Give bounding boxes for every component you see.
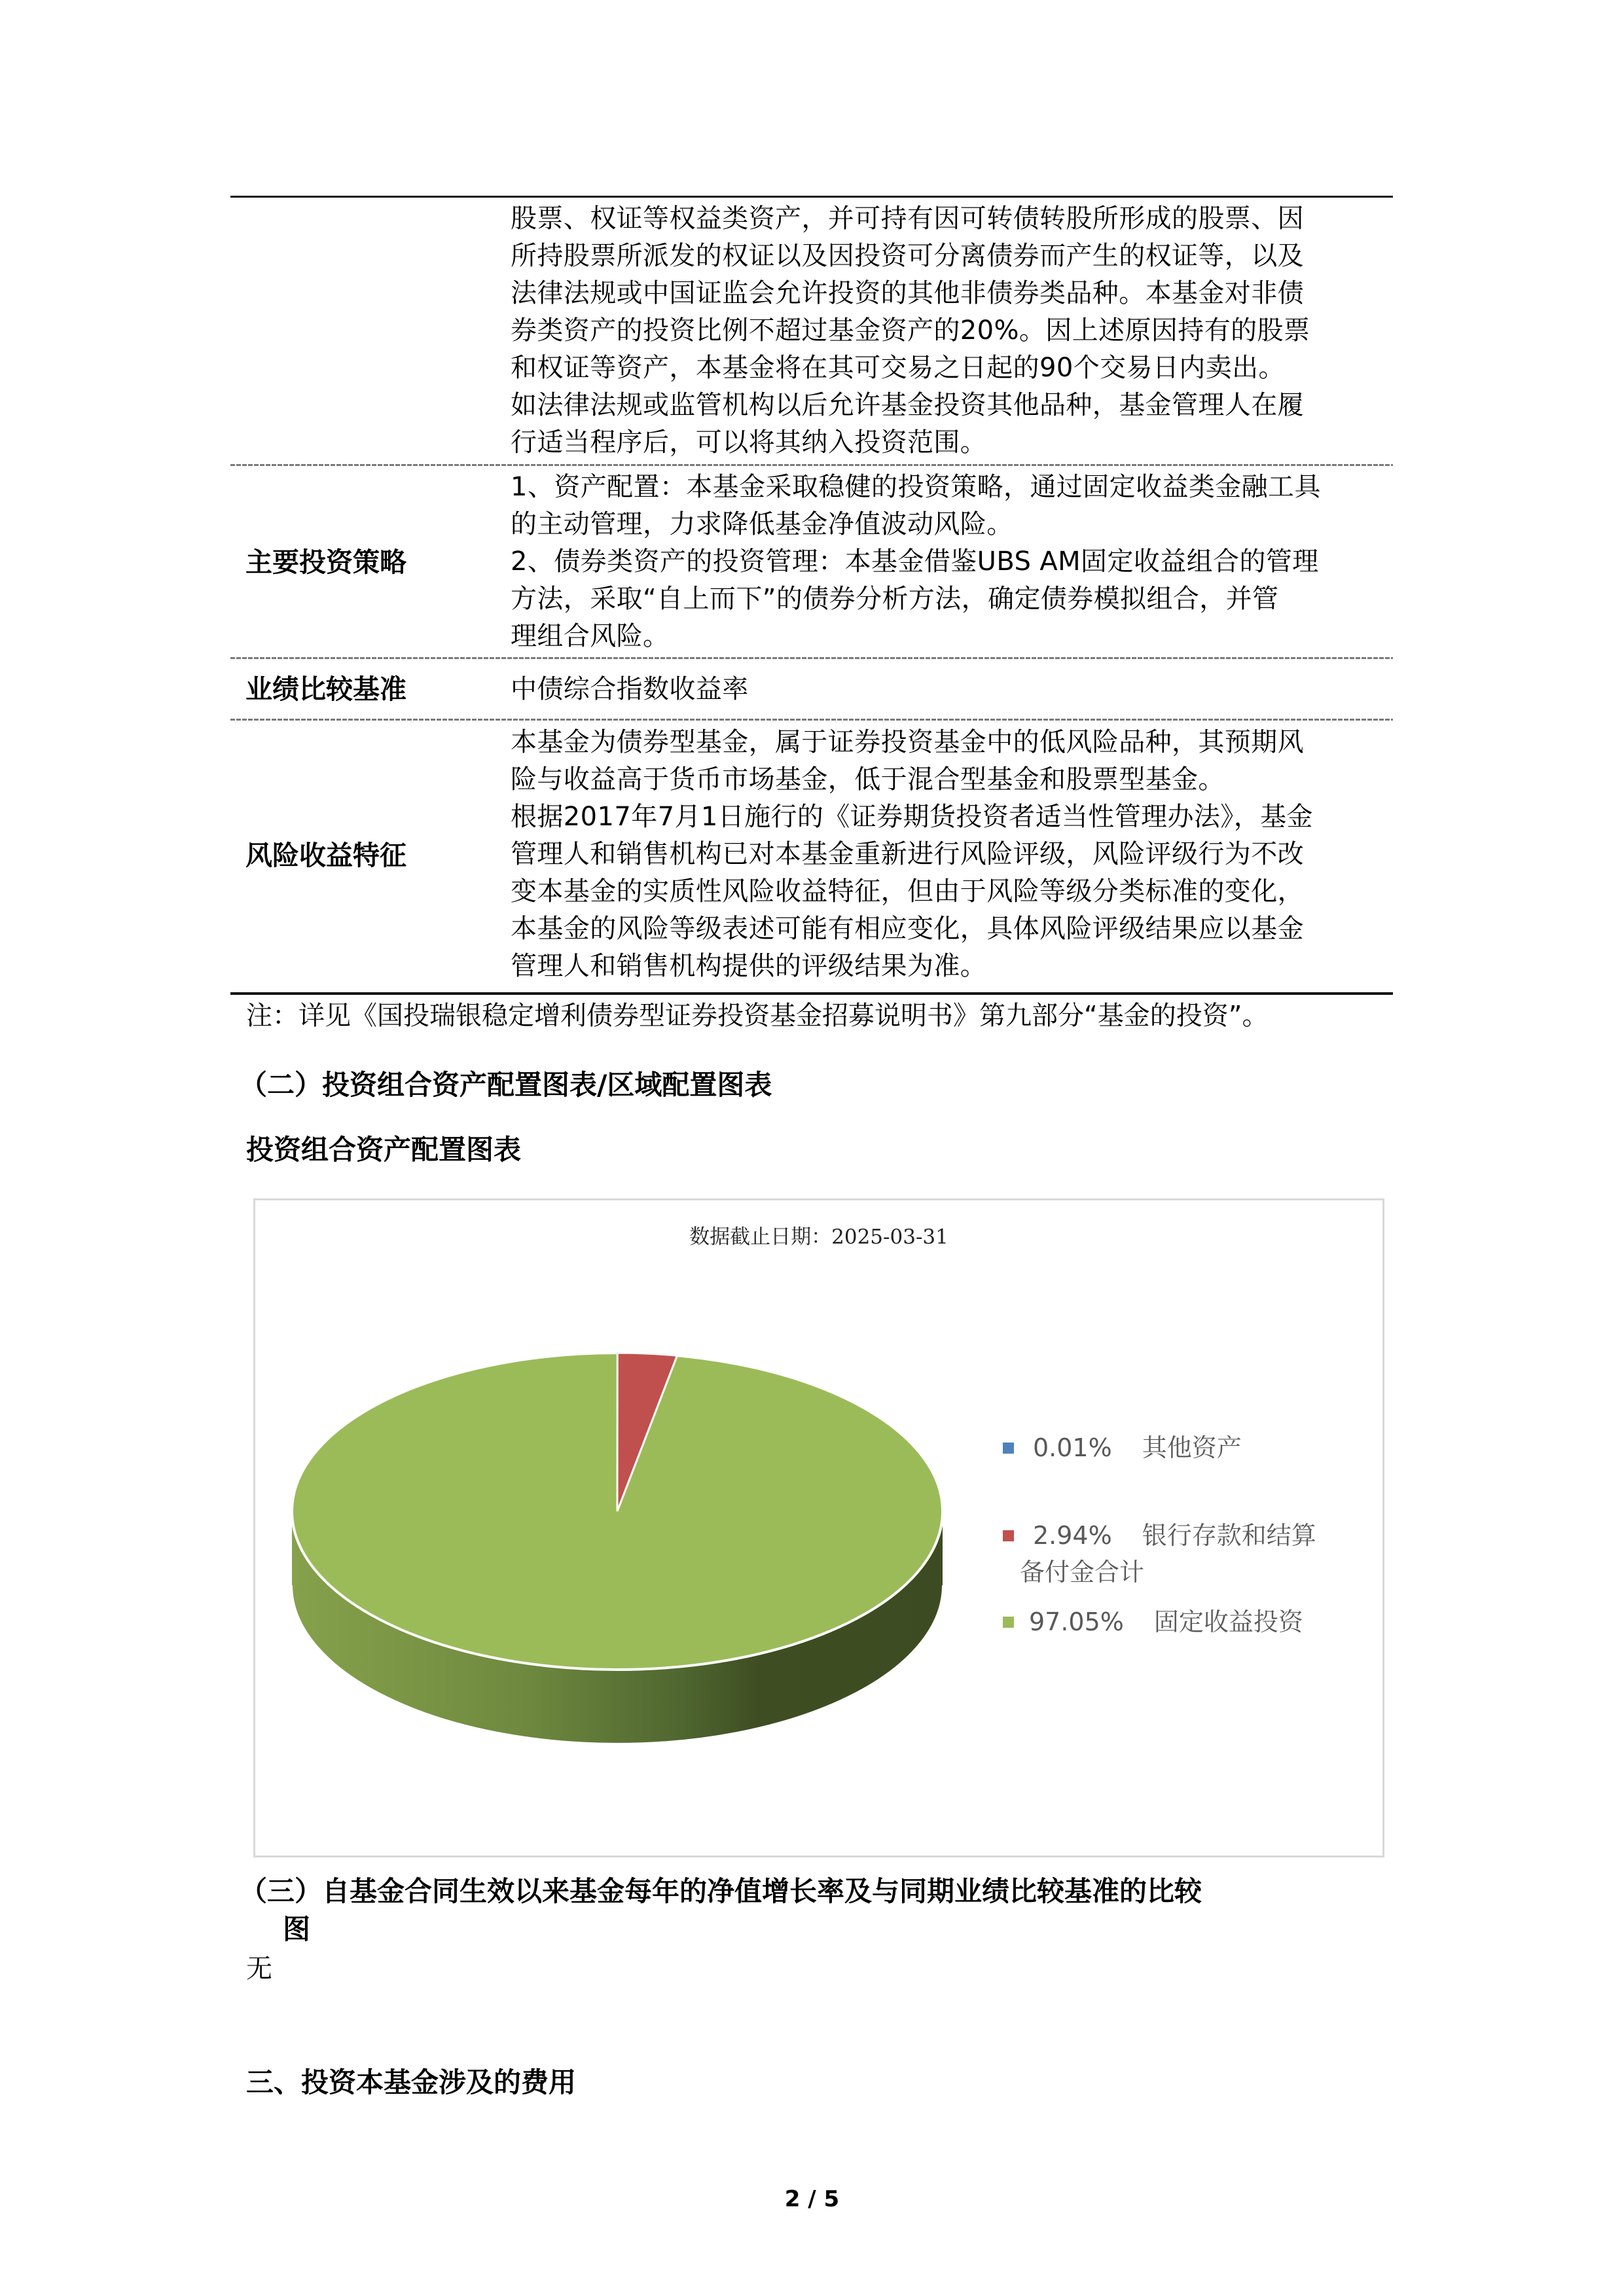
page-number: 2 / 5 bbox=[784, 2186, 840, 2212]
legend-marker-blue bbox=[1003, 1443, 1014, 1454]
text-line: 和权证等资产，本基金将在其可交易之日起的90个交易日内卖出。 bbox=[511, 353, 1285, 383]
text-line: 管理人和销售机构已对本基金重新进行风险评级，风险评级行为不改 bbox=[511, 839, 1304, 869]
text-line: 法律法规或中国证监会允许投资的其他非债券类品种。本基金对非债 bbox=[511, 278, 1304, 308]
legend-percent: 2.94% bbox=[1033, 1521, 1112, 1550]
table-label-investment-strategy: 主要投资策略 bbox=[245, 547, 406, 578]
legend-item-other-assets bbox=[1003, 1429, 1369, 1466]
table-label-risk-return: 风险收益特征 bbox=[245, 840, 406, 871]
text-line: 变本基金的实质性风险收益特征，但由于风险等级分类标准的变化， bbox=[511, 876, 1304, 906]
legend-label: 其他资产 bbox=[1142, 1433, 1242, 1462]
nav-growth-body: 无 bbox=[246, 1954, 272, 1984]
text-line: 管理人和销售机构提供的评级结果为准。 bbox=[511, 951, 987, 981]
table-label-benchmark: 业绩比较基准 bbox=[245, 673, 406, 705]
asset-allocation-chart bbox=[253, 1198, 1384, 1857]
legend-percent: 97.05% bbox=[1029, 1607, 1124, 1636]
text-line: 2、债券类资产的投资管理：本基金借鉴UBS AM固定收益组合的管理 bbox=[511, 547, 1319, 577]
text-line: 险与收益高于货币市场基金，低于混合型基金和股票型基金。 bbox=[511, 764, 1225, 795]
subheading-asset-allocation-chart: 投资组合资产配置图表 bbox=[246, 1134, 522, 1166]
table-top-rule bbox=[230, 196, 1393, 198]
table-bottom-rule bbox=[230, 992, 1393, 995]
legend-label: 银行存款和结算 bbox=[1142, 1521, 1316, 1550]
text-line: 如法律法规或监管机构以后允许基金投资其他品种，基金管理人在履 bbox=[511, 390, 1304, 420]
text-line: 券类资产的投资比例不超过基金资产的20%。因上述原因持有的股票 bbox=[511, 315, 1310, 346]
table-cell-investment-scope bbox=[511, 200, 1381, 461]
text-line: 行适当程序后，可以将其纳入投资范围。 bbox=[511, 427, 987, 457]
chart-title: 数据截止日期：2025-03-31 bbox=[689, 1225, 948, 1249]
text-line: 本基金为债券型基金，属于证券投资基金中的低风险品种，其预期风 bbox=[511, 727, 1304, 757]
chart-legend bbox=[1003, 1429, 1369, 1691]
text-line: 股票、权证等权益类资产，并可持有因可转债转股所形成的股票、因 bbox=[511, 204, 1304, 234]
text-line: 方法，采取“自上而下”的债券分析方法，确定债券模拟组合，并管 bbox=[511, 584, 1279, 614]
text-line: 根据2017年7月1日施行的《证券期货投资者适当性管理办法》，基金 bbox=[511, 802, 1313, 832]
section-heading-nav-growth-continued: 图 bbox=[283, 1913, 311, 1945]
table-row-divider bbox=[230, 464, 1393, 466]
table-footnote: 注：详见《国投瑞银稳定增利债券型证券投资基金招募说明书》第九部分“基金的投资”。 bbox=[246, 1001, 1269, 1031]
legend-item-bank-deposits bbox=[1003, 1517, 1369, 1590]
section-heading-nav-growth: （三）自基金合同生效以来基金每年的净值增长率及与同期业绩比较基准的比较 bbox=[240, 1875, 1202, 1907]
table-row-divider bbox=[230, 719, 1393, 721]
section-heading-fees: 三、投资本基金涉及的费用 bbox=[246, 2066, 577, 2098]
legend-percent: 0.01% bbox=[1033, 1433, 1112, 1462]
legend-label: 固定收益投资 bbox=[1153, 1607, 1303, 1636]
text-line: 理组合风险。 bbox=[511, 621, 670, 651]
table-cell-investment-strategy bbox=[511, 469, 1381, 655]
text-line: 所持股票所派发的权证以及因投资可分离债券而产生的权证等，以及 bbox=[511, 241, 1304, 271]
text-line: 1、资产配置：本基金采取稳健的投资策略，通过固定收益类金融工具 bbox=[511, 472, 1321, 502]
text-line: 本基金的风险等级表述可能有相应变化，具体风险评级结果应以基金 bbox=[511, 914, 1304, 944]
legend-marker-red bbox=[1003, 1530, 1014, 1541]
text-line: 中债综合指数收益率 bbox=[511, 674, 749, 704]
legend-label-continued: 备付金合计 bbox=[1020, 1558, 1145, 1587]
table-cell-benchmark bbox=[511, 671, 1381, 708]
table-row-divider bbox=[230, 657, 1393, 659]
table-cell-risk-return bbox=[511, 724, 1381, 985]
legend-item-fixed-income bbox=[1003, 1604, 1369, 1640]
text-line: 的主动管理，力求降低基金净值波动风险。 bbox=[511, 509, 1013, 539]
section-heading-portfolio-allocation: （二）投资组合资产配置图表/区域配置图表 bbox=[240, 1069, 772, 1101]
legend-marker-green bbox=[1003, 1617, 1014, 1628]
